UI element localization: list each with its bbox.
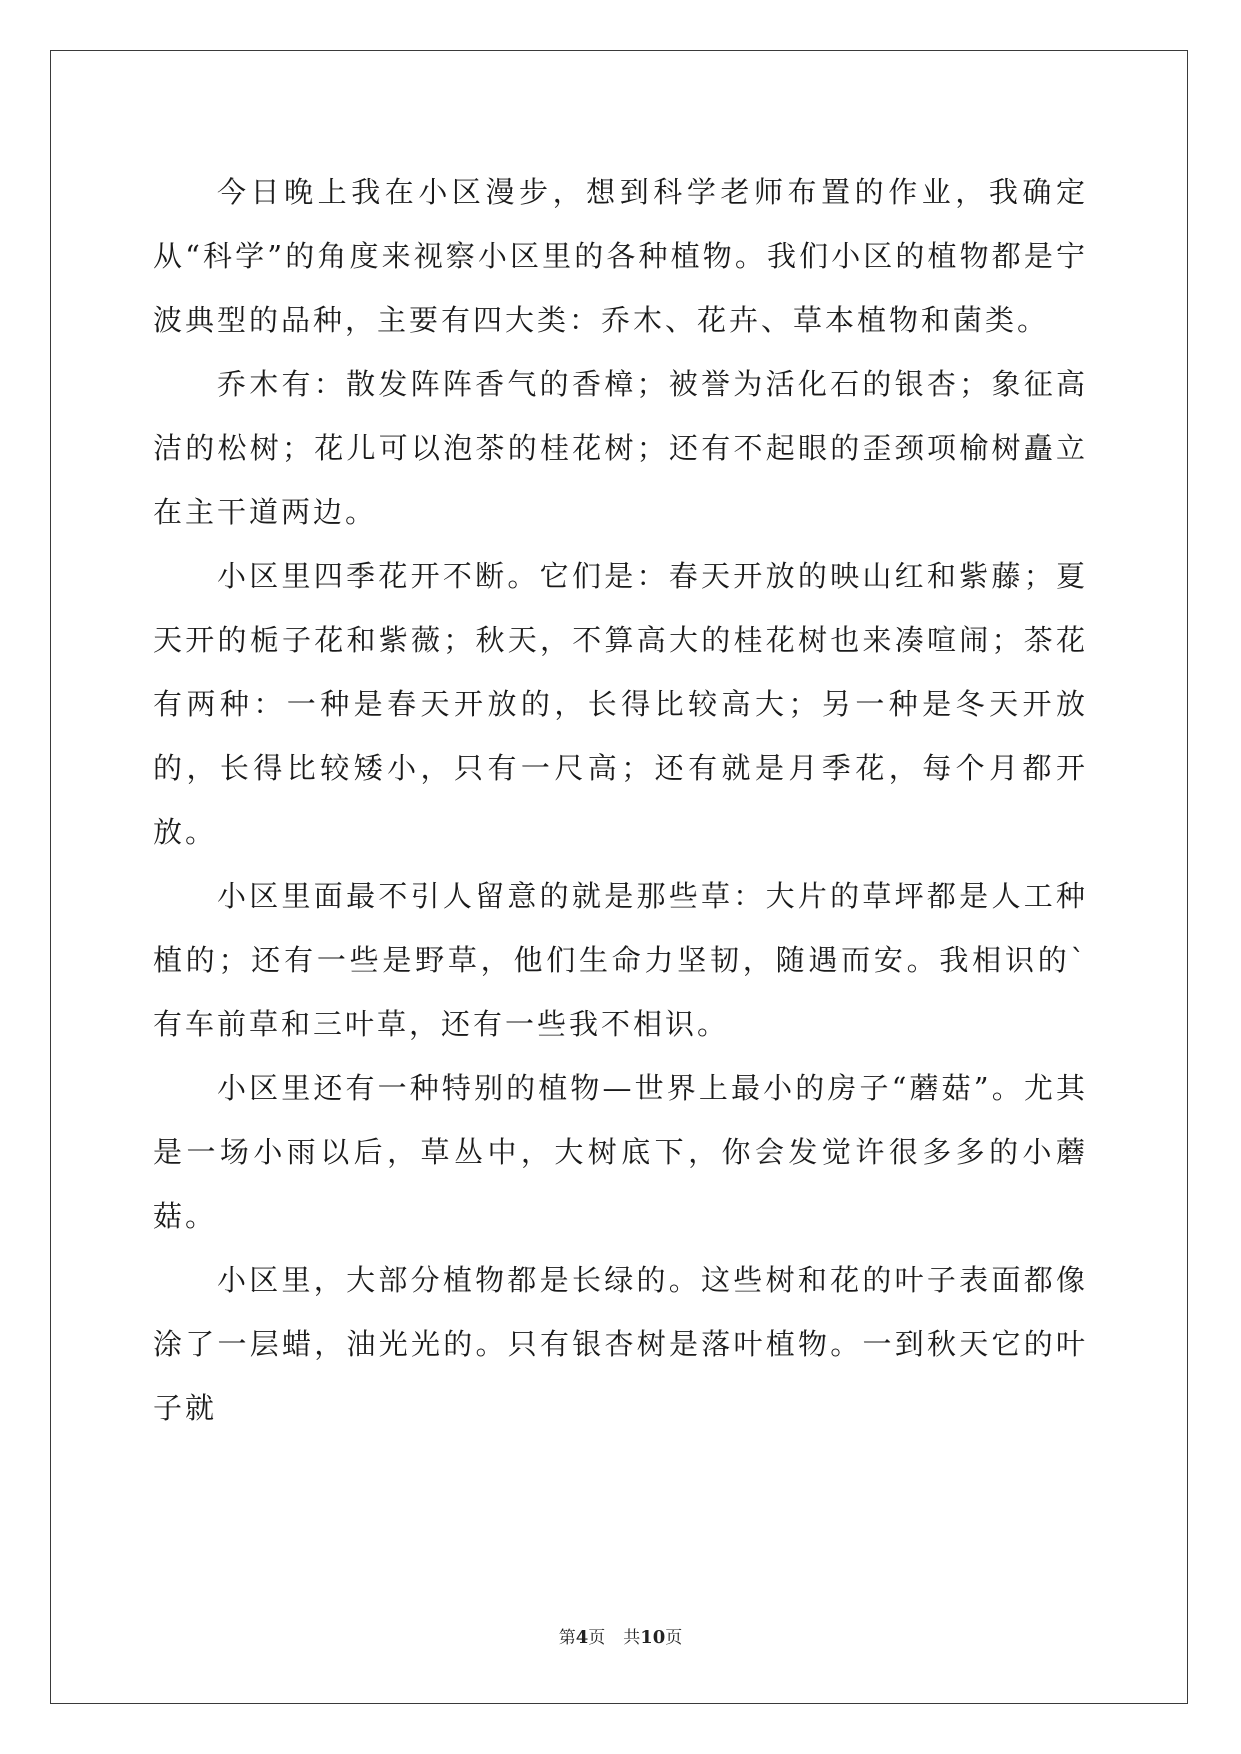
paragraph-4: 小区里面最不引人留意的就是那些草：大片的草坪都是人工种植的；还有一些是野草，他们生命力坚韧，随遇而安。我相识的`有车前草和三叶草，还有一些我不相识。 bbox=[153, 879, 1088, 1041]
page-unit: 页 bbox=[588, 1628, 606, 1648]
paragraph-6: 小区里，大部分植物都是长绿的。这些树和花的叶子表面都像涂了一层蜡，油光光的。只有银杏树是落叶植物。一到秋天它的叶子就 bbox=[153, 1263, 1088, 1425]
paragraph-1: 今日晚上我在小区漫步，想到科学老师布置的作业，我确定从“科学”的角度来视察小区里的各种植物。我们小区的植物都是宁波典型的品种，主要有四大类：乔木、花卉、草本植物和菌类。 bbox=[153, 175, 1088, 337]
page-prefix: 第 bbox=[558, 1628, 576, 1648]
total-unit: 页 bbox=[665, 1628, 683, 1648]
paragraph-5: 小区里还有一种特别的植物—世界上最小的房子“蘑菇”。尤其是一场小雨以后，草丛中，大树底下，你会发觉许很多多的小蘑菇。 bbox=[153, 1071, 1088, 1233]
total-page-number: 10 bbox=[640, 1627, 666, 1648]
total-prefix: 共 bbox=[623, 1628, 641, 1648]
paragraph-2: 乔木有：散发阵阵香气的香樟；被誉为活化石的银杏；象征高洁的松树；花儿可以泡茶的桂花树；还有不起眼的歪颈项榆树矗立在主干道两边。 bbox=[153, 367, 1088, 529]
paragraph-3: 小区里四季花开不断。它们是：春天开放的映山红和紫藤；夏天开的栀子花和紫薇；秋天，不算高大的桂花树也来凑喧闹；茶花有两种：一种是春天开放的，长得比较高大；另一种是冬天开放的，长得比较矮小，只有一尺高；还有就是月季花，每个月都开放。 bbox=[153, 559, 1088, 849]
current-page-number: 4 bbox=[575, 1627, 589, 1648]
document-body bbox=[153, 160, 1088, 1440]
page-footer bbox=[0, 1623, 1241, 1648]
